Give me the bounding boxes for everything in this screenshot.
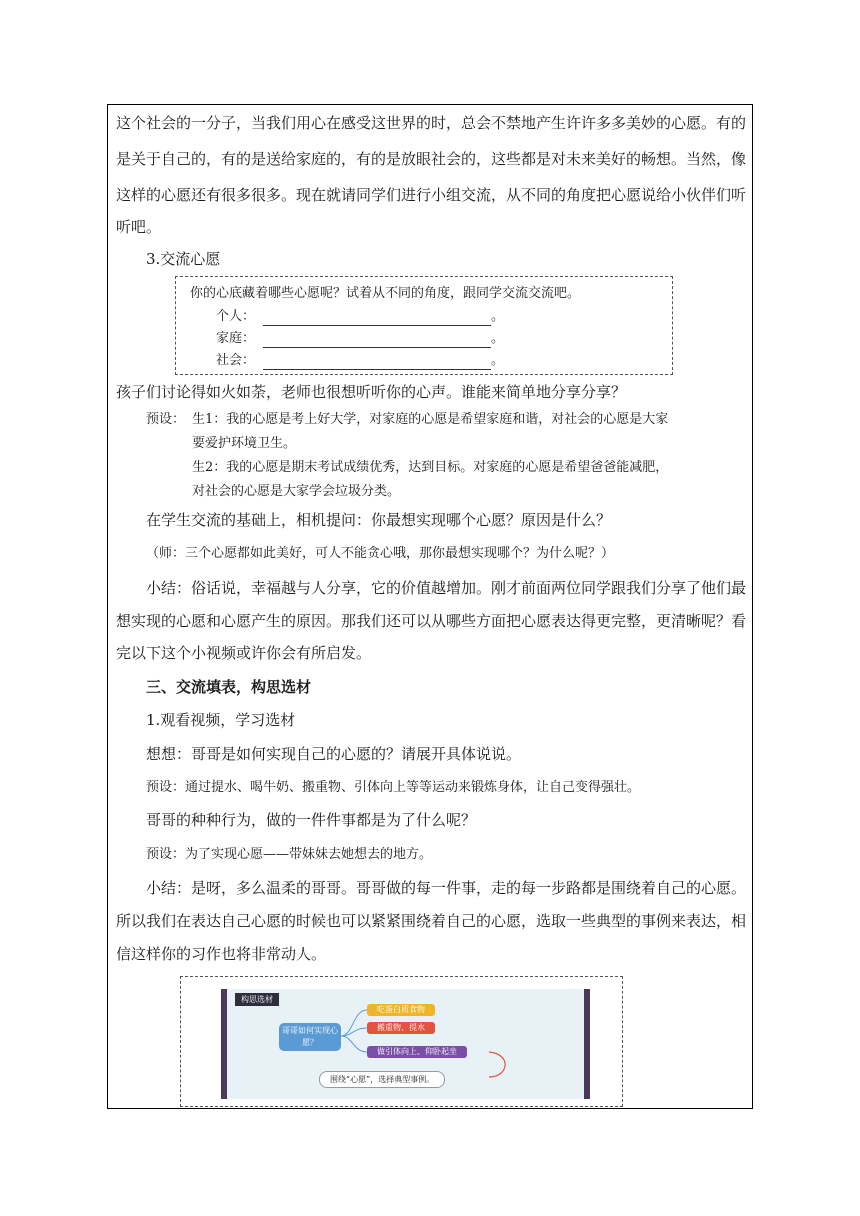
preset-3: 预设：为了实现心愿——带妹妹去她想去的地方。 [146, 847, 433, 862]
intro-line-1: 这个社会的一分子，当我们用心在感受这世界的时，总会不禁地产生许许多多美妙的心愿。有的 [116, 114, 747, 132]
preset-s2-line-2: 对社会的心愿是大家学会垃圾分类。 [192, 484, 401, 499]
preset-s1-line-1: 生1：我的心愿是考上好大学，对家庭的心愿是希望家庭和谐，对社会的心愿是大家 [192, 412, 669, 427]
mindmap-center-node: 哥哥如何实现心愿？ [279, 1023, 341, 1051]
personal-label: 个人： [216, 309, 256, 324]
mindmap-leaf-2: 搬重物、提水 [367, 1022, 435, 1034]
family-blank[interactable] [263, 335, 491, 348]
intro-line-2: 是关于自己的，有的是送给家庭的，有的是放眼社会的，这些都是对未来美好的畅想。当然，像 [116, 150, 747, 168]
discuss-text: 孩子们讨论得如火如荼，老师也很想听听你的心声。谁能来简单地分享分享？ [116, 383, 627, 401]
mindmap-tag: 构思选材 [235, 993, 279, 1006]
summary-1-line-1: 小结：俗话说，幸福越与人分享，它的价值越增加。刚才前面两位同学跟我们分享了他们最 [146, 579, 747, 597]
wish-question: 你的心底藏着哪些心愿呢？试着从不同的角度，跟同学交流交流吧。 [190, 286, 581, 301]
step-3-heading: 3.交流心愿 [146, 250, 221, 268]
preset-s1-line-2: 要爱护环境卫生。 [192, 436, 297, 451]
mindmap-image [221, 989, 590, 1099]
preset-2: 预设：通过提水、喝牛奶、搬重物、引体向上等等运动来锻炼身体，让自己变得强壮。 [146, 780, 641, 795]
figure-box [180, 976, 623, 1107]
summary-2-line-3: 信这样你的习作也将非常动人。 [116, 945, 327, 963]
intro-line-3: 这样的心愿还有很多很多。现在就请同学们进行小组交流，从不同的角度把心愿说给小伙伴们听 [116, 186, 747, 204]
teacher-note: （师：三个心愿都如此美好，可人不能贪心哦，那你最想实现哪个？为什么呢？） [146, 546, 615, 561]
family-label: 家庭： [216, 331, 256, 346]
ask-text: 在学生交流的基础上，相机提问：你最想实现哪个心愿？原因是什么？ [146, 511, 612, 529]
society-label: 社会： [216, 353, 256, 368]
preset-label: 预设： [146, 412, 186, 427]
summary-1-line-2: 想实现的心愿和心愿产生的原因。那我们还可以从哪些方面把心愿表达得更完整，更清晰呢？看 [116, 612, 747, 630]
mindmap-leaf-1: 吃蛋白质食物 [367, 1004, 435, 1016]
wish-box [175, 276, 673, 375]
summary-1-line-3: 完以下这个小视频或许你会有所启发。 [116, 644, 372, 662]
step-1-heading: 1.观看视频，学习选材 [146, 711, 296, 729]
mindmap-leaf-3: 做引体向上、仰卧起坐 [367, 1046, 467, 1058]
mindmap-bottom-node: 围绕“心愿”，选择典型事例。 [319, 1071, 445, 1088]
intro-line-4: 听吧。 [116, 218, 162, 236]
personal-blank[interactable] [263, 313, 491, 326]
wish-family-row: 家庭： 。 [216, 331, 505, 346]
summary-2-line-1: 小结：是呀，多么温柔的哥哥。哥哥做的每一件事，走的每一步路都是围绕着自己的心愿。 [146, 879, 747, 897]
wish-personal-row: 个人： 。 [216, 309, 505, 324]
section-3-heading: 三、交流填表，构思选材 [146, 678, 312, 696]
summary-2-line-2: 所以我们在表达自己心愿的时候也可以紧紧围绕着自己的心愿，选取一些典型的事例来表达，相 [116, 912, 747, 930]
society-blank[interactable] [263, 357, 491, 370]
question-2: 哥哥的种种行为，做的一件件事都是为了什么呢？ [146, 811, 477, 829]
preset-s2-line-1: 生2：我的心愿是期末考试成绩优秀，达到目标。对家庭的心愿是希望爸爸能减肥， [192, 460, 669, 475]
think-text: 想想：哥哥是如何实现自己的心愿的？请展开具体说说。 [146, 745, 522, 763]
wish-society-row: 社会： 。 [216, 353, 505, 368]
